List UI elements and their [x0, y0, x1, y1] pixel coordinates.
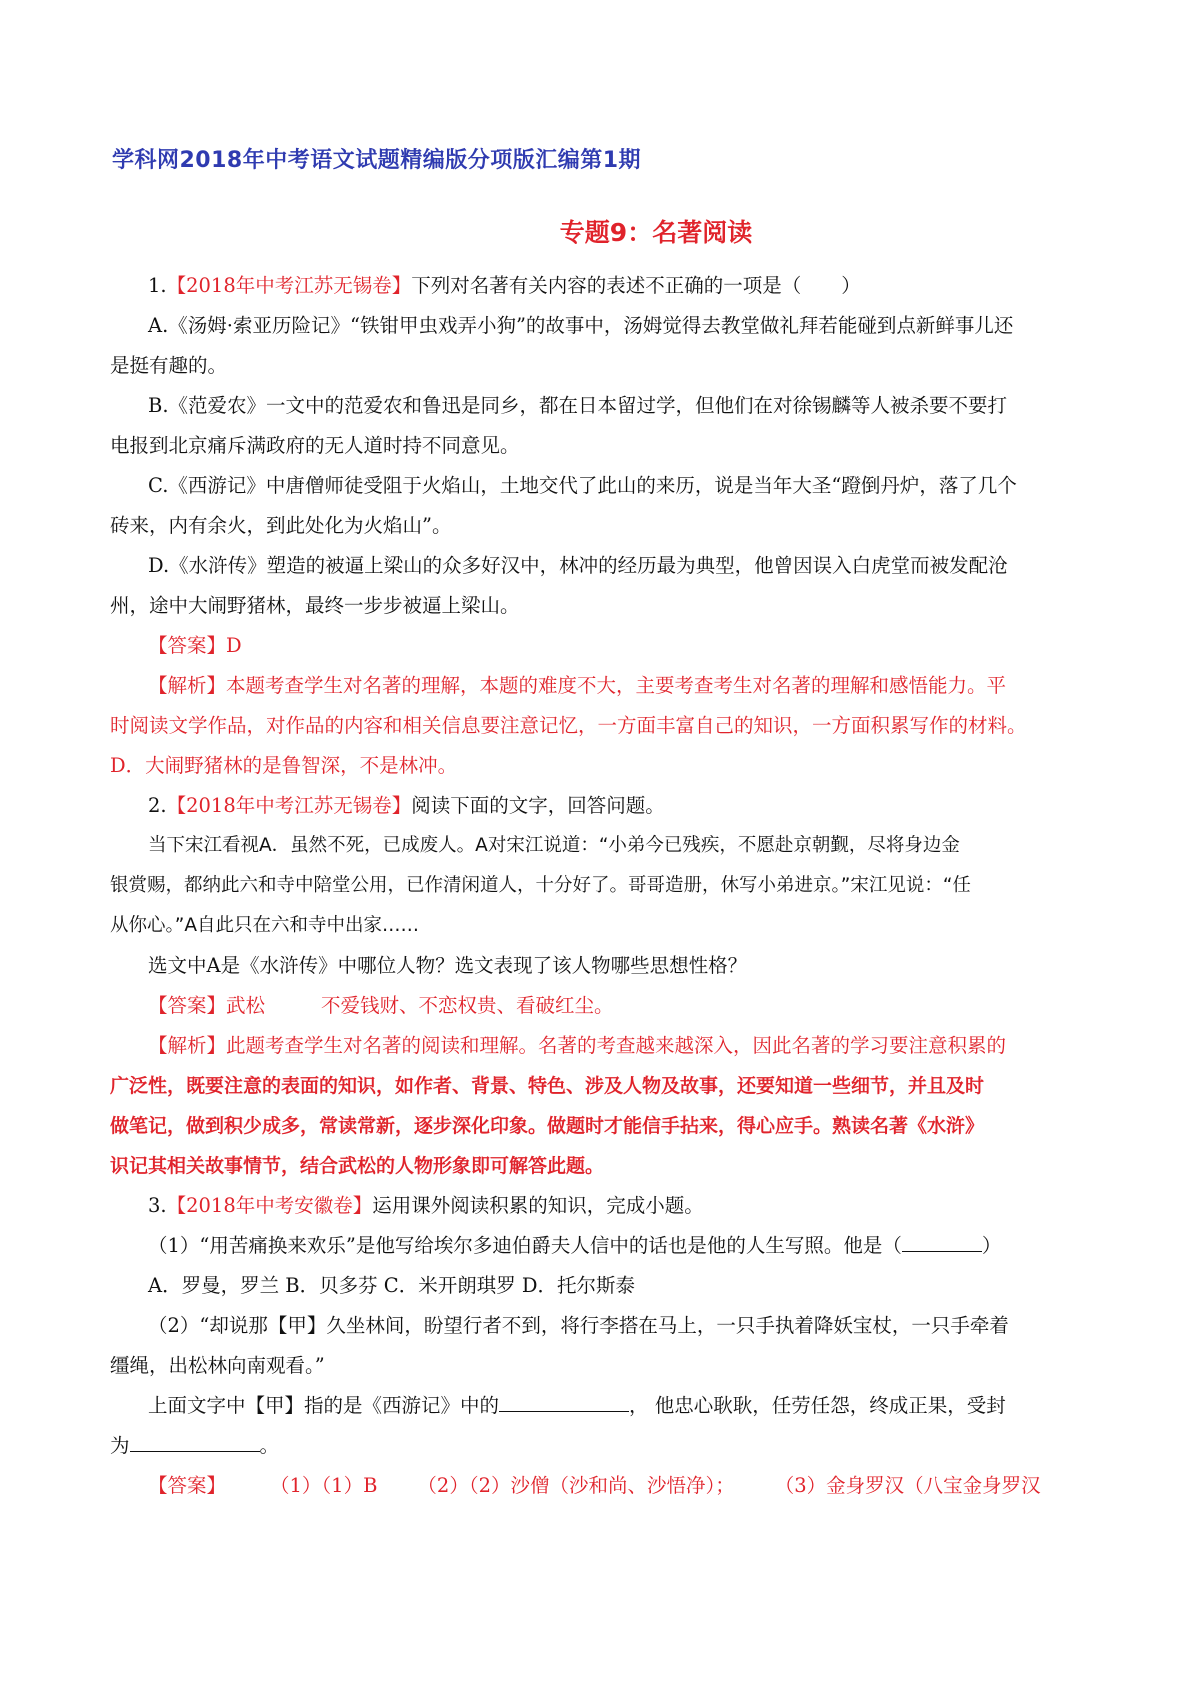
q2-analysis-line4: 识记其相关故事情节，结合武松的人物形象即可解答此题。: [110, 1155, 605, 1177]
q3-sub1-blank[interactable]: [902, 1233, 982, 1252]
q1-source: 【2018年中考江苏无锡卷】: [166, 274, 412, 297]
q2-passage-line3: 从你心。”A自此只在六和寺中出家……: [110, 915, 419, 936]
q1-stem: [148, 272, 1098, 300]
q3-sub3-pre: 上面文字中【甲】指的是《西游记》中的: [148, 1394, 500, 1417]
q3-source: 【2018年中考安徽卷】: [166, 1194, 373, 1217]
q1-option-a-line1: A.《汤姆·索亚历险记》“铁钳甲虫戏弄小狗”的故事中，汤姆觉得去教堂做礼拜若能碰到点新鲜事儿还: [148, 314, 1014, 337]
q1-option-a-line2: 是挺有趣的。: [110, 354, 228, 377]
q1-option-d-line1: D.《水浒传》塑造的被逼上梁山的众多好汉中，林冲的经历最为典型，他曾因误入白虎堂而被发配沧: [148, 554, 1008, 577]
q3-answer-3: （3）金身罗汉（八宝金身罗汉: [774, 1474, 1041, 1497]
q1-analysis-line2: 时阅读文学作品，对作品的内容和相关信息要注意记忆，一方面丰富自己的知识，一方面积累写作的材料。: [110, 714, 1027, 737]
q2-analysis-line3: 做笔记，做到积少成多，常读常新，逐步深化印象。做题时才能信手拈来，得心应手。熟读名著《水浒》: [110, 1115, 985, 1137]
q2-answer-text: 不爱钱财、不恋权贵、看破红尘。: [321, 994, 614, 1017]
q3-answer-label: 【答案】: [148, 1474, 227, 1497]
q3-sub3-line1: [148, 1392, 1098, 1420]
q1-option-b-line2: 电报到北京痛斥满政府的无人道时持不同意见。: [110, 434, 520, 457]
q1-analysis-line3: D．大闹野猪林的是鲁智深，不是林冲。: [110, 754, 458, 777]
q3-sub2-line2: 缰绳，出松林向南观看。”: [110, 1354, 325, 1377]
q1-analysis-line1: 【解析】本题考查学生对名著的理解，本题的难度不大，主要考查考生对名著的理解和感悟能力。平: [148, 674, 1007, 697]
page-title: 专题9：名著阅读: [559, 218, 753, 247]
q2-answer: [148, 992, 1098, 1020]
q2-analysis-line2: 广泛性，既要注意的表面的知识，如作者、背景、特色、涉及人物及故事，还要知道一些细节，并且及时: [110, 1075, 985, 1097]
q2-passage-line1: 当下宋江看视A．虽然不死，已成废人。A对宋江说道：“小弟今已残疾，不愿赴京朝觐，尽将身边金: [148, 835, 960, 856]
q2-passage-line2: 银赏赐，都纳此六和寺中陪堂公用，已作清闲道人，十分好了。哥哥造册，休写小弟进京。”宋江见说：“任: [110, 875, 971, 896]
q3-number: 3.: [148, 1194, 167, 1217]
q3-sub3-post: ， 他忠心耿耿，任劳任怨，终成正果，受封: [629, 1394, 1006, 1417]
q3-sub3b-pre: 为: [110, 1434, 130, 1457]
q3-sub1-options: A．罗曼，罗兰 B．贝多芬 C．米开朗琪罗 D．托尔斯泰: [148, 1274, 636, 1297]
q3-sub3b-post: 。: [259, 1434, 280, 1457]
q3-sub2-line1: （2）“却说那【甲】久坐林间，盼望行者不到，将行李搭在马上，一只手执着降妖宝杖，一只手牵着: [148, 1314, 1009, 1337]
q2-source: 【2018年中考江苏无锡卷】: [166, 794, 412, 817]
q2-stem-text: 阅读下面的文字，回答问题。: [411, 794, 665, 817]
q1-option-c-line1: C.《西游记》中唐僧师徒受阻于火焰山，土地交代了此山的来历，说是当年大圣“蹬倒丹炉，落了几个: [148, 474, 1017, 497]
q3-sub1-text: （1）“用苦痛换来欢乐”是他写给埃尔多迪伯爵夫人信中的话也是他的人生写照。他是（: [148, 1234, 902, 1257]
q1-number: 1.: [148, 274, 167, 297]
q1-option-c-line2: 砖来，内有余火，到此处化为火焰山”。: [110, 514, 452, 537]
q2-answer-label: 【答案】武松: [148, 994, 266, 1017]
q3-stem-text: 运用课外阅读积累的知识，完成小题。: [372, 1194, 704, 1217]
q2-question: 选文中A是《水浒传》中哪位人物？选文表现了该人物哪些思想性格？: [148, 954, 748, 977]
q3-answer: [148, 1472, 1098, 1500]
q3-sub1-end: ）: [981, 1234, 1002, 1257]
q2-analysis-line1: 【解析】此题考查学生对名著的阅读和理解。名著的考查越来越深入，因此名著的学习要注意积累的: [148, 1034, 1007, 1057]
q2-number: 2.: [148, 794, 167, 817]
q3-sub1: [148, 1232, 1098, 1260]
q3-sub3-line2: [110, 1432, 1100, 1460]
q2-stem: [148, 792, 1098, 820]
q1-stem-end: ）: [841, 274, 861, 297]
q1-answer: 【答案】D: [148, 634, 242, 657]
document-header: 学科网2018年中考语文试题精编版分项版汇编第1期: [112, 148, 642, 173]
q3-answer-2: （2）（2）沙僧（沙和尚、沙悟净）；: [417, 1474, 735, 1497]
q3-stem: [148, 1192, 1098, 1220]
q1-option-b-line1: B.《范爱农》一文中的范爱农和鲁迅是同乡，都在日本留过学，但他们在对徐锡麟等人被杀要不要打: [148, 394, 1008, 417]
q3-answer-1: （1）（1）B: [270, 1474, 378, 1497]
q3-sub3-blank2[interactable]: [130, 1433, 260, 1452]
q1-option-d-line2: 州，途中大闹野猪林，最终一步步被逼上梁山。: [110, 594, 520, 617]
q1-stem-text: 下列对名著有关内容的表述不正确的一项是（: [411, 274, 802, 297]
q3-sub3-blank1[interactable]: [499, 1393, 629, 1412]
